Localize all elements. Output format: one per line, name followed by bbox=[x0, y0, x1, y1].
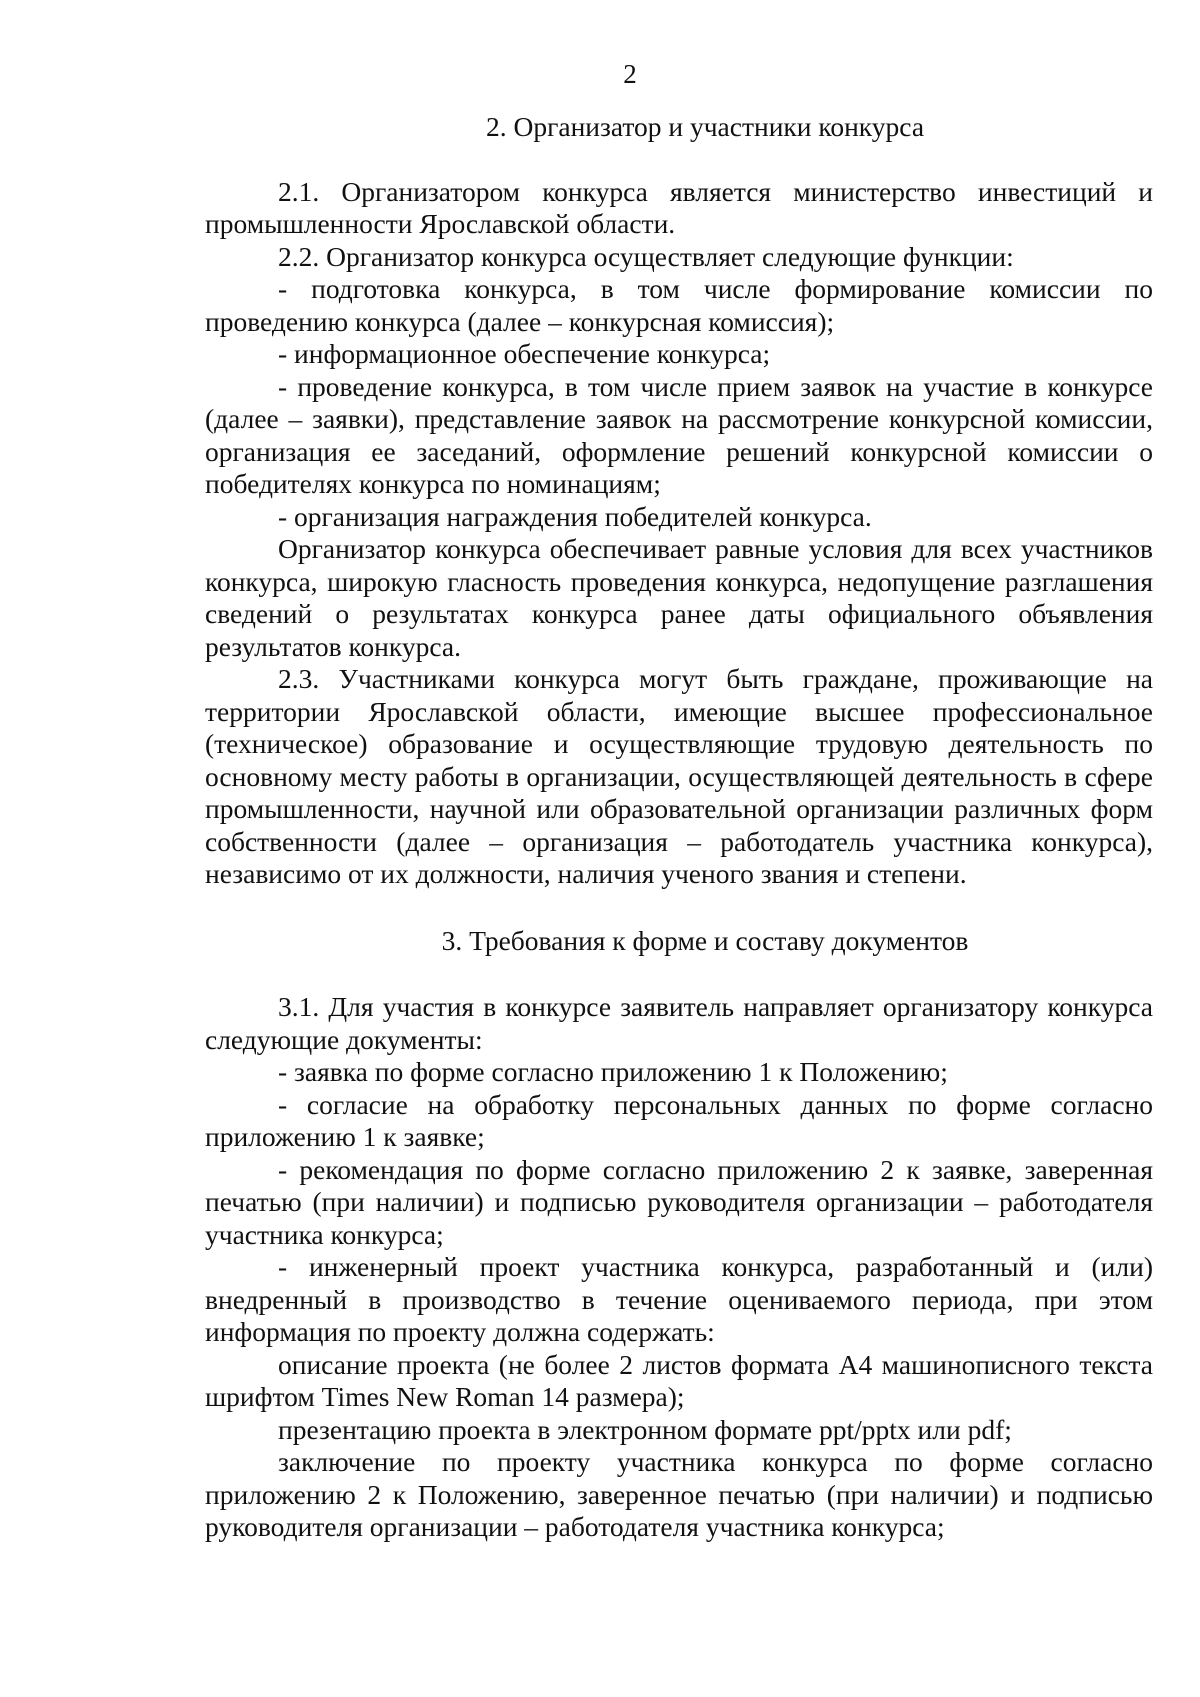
document-body bbox=[205, 111, 1153, 1544]
list-item-recommendation: - рекомендация по форме согласно приложению 2 к заявке, заверенная печатью (при наличии) и подписью руководителя организации – работодателя участника конкурса; bbox=[205, 1153, 1153, 1250]
paragraph-2-2: 2.2. Организатор конкурса осуществляет следующие функции: bbox=[278, 240, 1014, 272]
spacer bbox=[205, 891, 1153, 925]
list-item-preparation: - подготовка конкурса, в том числе формирование комиссии по проведению конкурса (далее – конкурсная комиссия); bbox=[205, 273, 1153, 337]
project-conclusion: заключение по проекту участника конкурса по форме согласно приложению 2 к Положению, заверенное печатью (при наличии) и подписью руководителя организации – работодателя участника конкурса; bbox=[205, 1446, 1153, 1542]
paragraph-2-1: 2.1. Организатором конкурса является министерство инвестиций и промышленности Ярославской области. bbox=[205, 175, 1153, 239]
section-3-heading: 3. Требования к форме и составу документов bbox=[441, 924, 969, 956]
paragraph-3-1: 3.1. Для участия в конкурсе заявитель направляет организатору конкурса следующие документы: bbox=[205, 991, 1153, 1055]
paragraph-2-3: 2.3. Участниками конкурса могут быть граждане, проживающие на территории Ярославской области, имеющие высшее профессиональное (техническое) образование и осуществляющие трудовую деятельность по основному месту работы в организации, осуществляющей деятельность в сфере промышленности, научной или образовательной организации различных форм собственности (далее – организация – работодатель участника конкурса), независимо от их должности, наличия ученого звания и степени. bbox=[205, 663, 1153, 889]
section-2-heading: 2. Организатор и участники конкурса bbox=[485, 111, 925, 142]
spacer bbox=[205, 144, 1153, 176]
project-presentation: презентацию проекта в электронном формате ppt/pptx или pdf; bbox=[278, 1413, 1012, 1445]
spacer bbox=[205, 957, 1153, 991]
list-item-consent: - согласие на обработку персональных данных по форме согласно приложению 1 к заявке; bbox=[205, 1088, 1153, 1152]
paragraph-equal-conditions: Организатор конкурса обеспечивает равные условия для всех участников конкурса, широкую гласность проведения конкурса, недопущение разглашения сведений о результатах конкурса ранее даты официального объявления результатов конкурса. bbox=[205, 533, 1153, 662]
page-number: 2 bbox=[623, 59, 637, 89]
project-description: описание проекта (не более 2 листов формата А4 машинописного текста шрифтом Times New Roman 14 размера); bbox=[205, 1348, 1153, 1412]
list-item-conducting: - проведение конкурса, в том числе прием заявок на участие в конкурсе (далее – заявки), представление заявок на рассмотрение конкурсной комиссии, организация ее заседаний, оформление решений конкурсной комиссии о победителях конкурса по номинациям; bbox=[205, 370, 1153, 499]
list-item-application: - заявка по форме согласно приложению 1 к Положению; bbox=[278, 1056, 948, 1087]
list-item-information: - информационное обеспечение конкурса; bbox=[278, 338, 771, 369]
list-item-engineering-project: - инженерный проект участника конкурса, разработанный и (или) внедренный в производство в течение оцениваемого периода, при этом информация по проекту должна содержать: bbox=[205, 1251, 1153, 1347]
list-item-awarding: - организация награждения победителей конкурса. bbox=[278, 500, 872, 532]
